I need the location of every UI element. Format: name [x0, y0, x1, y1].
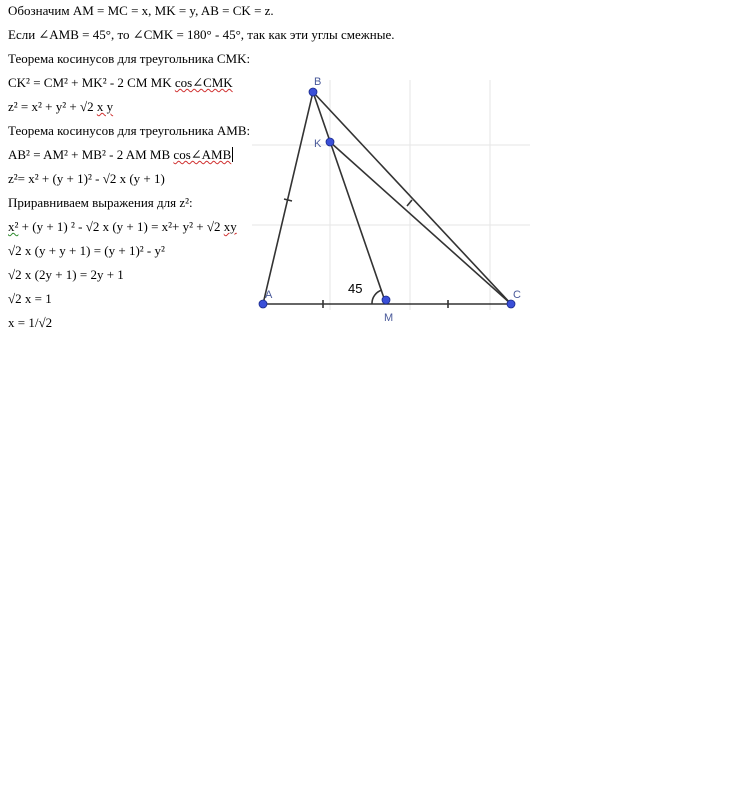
figure-grid	[252, 80, 530, 310]
text-line-1: Обозначим AM = MC = x, MK = y, AB = CK = z.	[8, 3, 274, 18]
cos-cmk-term: cos∠CMK	[174, 75, 233, 90]
tick-ab	[284, 199, 292, 201]
text-line-11: √2 x (y + y + 1) = (y + 1)² - y²	[8, 243, 165, 258]
text-line-6: Теорема косинусов для треугольника AMB:	[8, 123, 251, 138]
text-line-5-main: z² = x² + y² + √2	[8, 99, 97, 114]
point-b	[309, 88, 317, 96]
xy-term: x y	[96, 99, 114, 114]
text-line-7-main: AB² = AM² + MB² - 2 AM MB	[8, 147, 174, 162]
text-line-12: √2 x (2y + 1) = 2y + 1	[8, 267, 124, 282]
point-m	[382, 296, 390, 304]
point-k	[326, 138, 334, 146]
segment-ab	[263, 92, 313, 304]
label-m: M	[384, 312, 394, 324]
label-a: A	[265, 289, 273, 301]
text-line-3: Теорема косинусов для треугольника CMK:	[8, 51, 251, 66]
text-line-14: x = 1/√2	[8, 315, 53, 330]
text-line-9: Приравниваем выражения для z²:	[8, 195, 193, 210]
label-angle-45: 45	[348, 281, 363, 296]
cos-amb-term[interactable]: cos∠AMB	[173, 147, 232, 162]
xy2-term: xy	[223, 219, 237, 234]
point-a	[259, 300, 267, 308]
text-line-4-main: CK² = CM² + MK² - 2 CM MK	[8, 75, 175, 90]
segment-bc	[313, 92, 511, 304]
text-line-10-main: + (y + 1) ² - √2 x (y + 1) = x²+ y² + √2	[18, 219, 224, 234]
label-k: K	[314, 138, 322, 150]
x2-term: x²	[8, 219, 19, 234]
text-line-13: √2 x = 1	[8, 291, 52, 306]
segment-bm	[313, 92, 386, 304]
point-c	[507, 300, 515, 308]
text-line-8: z²= x² + (y + 1)² - √2 x (y + 1)	[8, 171, 165, 186]
label-c: C	[513, 289, 521, 301]
angle-arc	[372, 290, 382, 304]
label-b: B	[314, 76, 322, 88]
text-line-2: Если ∠AMB = 45°, то ∠CMK = 180° - 45°, так как эти углы смежные.	[8, 27, 395, 42]
segment-kc	[330, 142, 511, 304]
